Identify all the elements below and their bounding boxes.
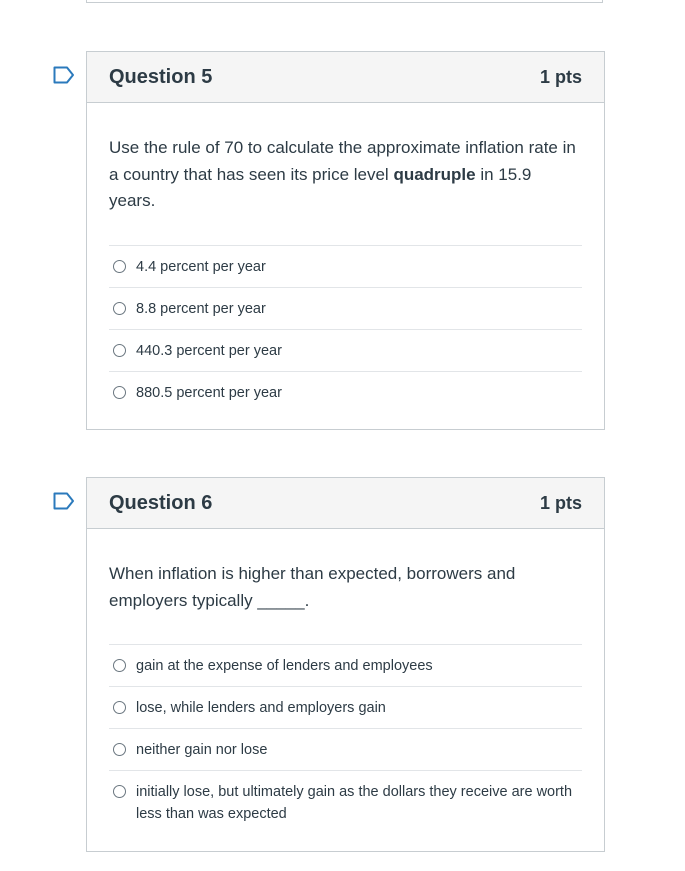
answer-label: lose, while lenders and employers gain [136, 700, 386, 716]
question-points: 1 pts [539, 66, 582, 87]
answer-label: 880.5 percent per year [136, 384, 282, 401]
answer-label: initially lose, but ultimately gain as the dollars they receive are worth less than was expected [136, 784, 573, 822]
question-text-part: Use the rule of 70 to calculate the approximate inflation rate in a country that has seen its price level [109, 138, 576, 184]
question-points: 1 pts [539, 492, 582, 513]
question-text: When inflation is higher than expected, borrowers and employers typically _____. [109, 564, 516, 610]
question-card-5 [86, 51, 605, 430]
question-text-bold: quadruple [393, 164, 476, 184]
answer-option[interactable] [109, 686, 582, 728]
answer-option[interactable] [109, 371, 582, 413]
question-title: Question 6 [109, 491, 213, 514]
radio-button[interactable] [113, 701, 126, 714]
question-text-part: in 15.9 years. [109, 164, 532, 210]
answer-list [109, 644, 582, 834]
flag-question-icon[interactable] [53, 492, 75, 510]
answer-list [109, 245, 582, 413]
answer-option[interactable] [109, 245, 582, 287]
question-title: Question 5 [109, 65, 213, 88]
radio-button[interactable] [113, 659, 126, 672]
question-header [87, 478, 604, 529]
answer-option[interactable] [109, 770, 582, 834]
radio-button[interactable] [113, 386, 126, 399]
question-text [109, 135, 582, 215]
question-card-6 [86, 477, 605, 852]
answer-label: neither gain nor lose [136, 742, 268, 758]
radio-button[interactable] [113, 344, 126, 357]
radio-button[interactable] [113, 743, 126, 756]
answer-label: 8.8 percent per year [136, 300, 266, 317]
previous-question-card-edge [86, 0, 603, 3]
answer-label: gain at the expense of lenders and employees [136, 658, 433, 674]
radio-button[interactable] [113, 302, 126, 315]
answer-option[interactable] [109, 644, 582, 686]
answer-label: 4.4 percent per year [136, 258, 266, 275]
answer-label: 440.3 percent per year [136, 342, 282, 359]
answer-option[interactable] [109, 329, 582, 371]
radio-button[interactable] [113, 785, 126, 798]
flag-question-icon[interactable] [53, 66, 75, 84]
answer-option[interactable] [109, 287, 582, 329]
answer-option[interactable] [109, 728, 582, 770]
question-header [87, 52, 604, 103]
radio-button[interactable] [113, 260, 126, 273]
